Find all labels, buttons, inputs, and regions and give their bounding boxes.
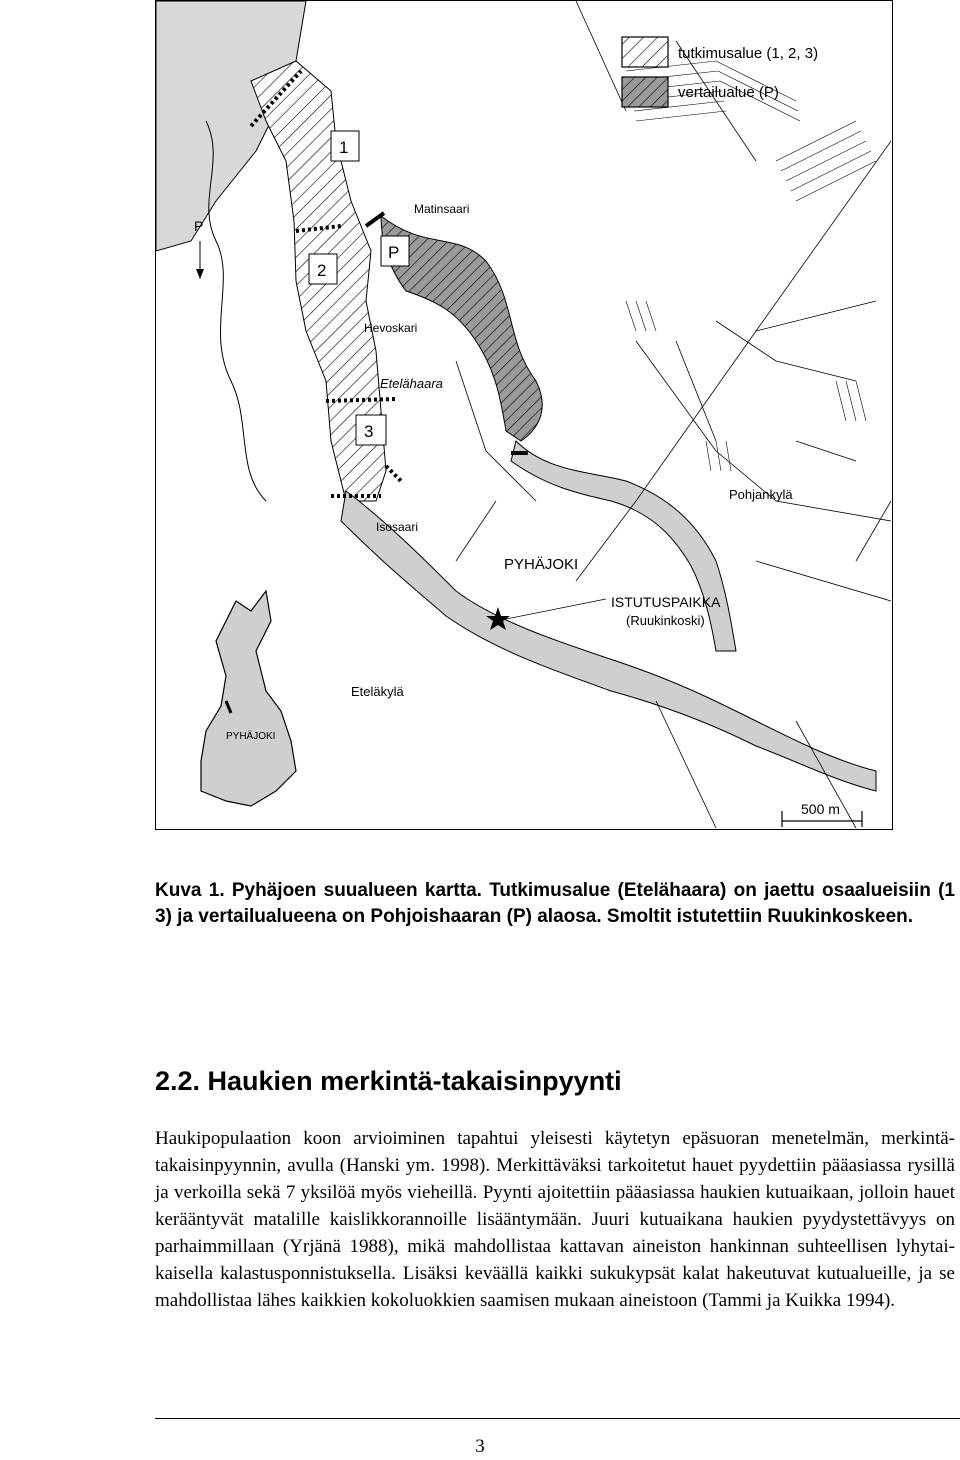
etelahaara-label: Etelähaara [380,376,443,391]
inset-pyhajoki-label: PYHÄJOKI [226,731,276,742]
area-p-label: P [388,243,400,262]
river-main [341,491,876,791]
area-1-label: 1 [339,138,349,157]
legend-study-swatch [622,37,668,67]
matinsaari-label: Matinsaari [414,202,470,216]
river-map [156,1,891,828]
etelakyla-label: Eteläkylä [351,684,404,699]
scale-label: 500 m [801,801,840,817]
isosaari-label: Isosaari [376,520,419,534]
page-number: 3 [475,1436,485,1457]
istutuspaikka-label: ISTUTUSPAIKKA [611,594,721,610]
legend-reference-label: vertailualue (P) [678,84,779,101]
north-label: P [194,218,204,234]
legend-study-label: tutkimusalue (1, 2, 3) [678,45,819,62]
body-paragraph: Haukipopulaation koon arvioiminen tapahtui yleisesti käytetyn epäsuoran menetelmän, merkintä-takaisinpyynnin, avulla (Hanski ym. 1998). Merkittäväksi tarkoitetut hauet pyydettiin pääasiassa rysillä ja verkoilla sekä 7 yksilöä myös vieheillä. Pyynti ajoitettiin pääasiassa haukien kutuaikaan, jolloin hauet kerääntyvät matalille kaislikkorannoille lisääntymään. Juuri kutuaikana haukien pyydystettävyys on parhaimmillaan (Yrjänä 1988), mikä mahdollistaa kattavan aineiston hankinnan suhteellisen lyhytaikaisella kalastusponnistuksella. Lisäksi keväällä kaikki sukukypsät kalat hakeutuvat kutualueille, ja se mahdollistaa lähes kaikkien kokoluokkien saamisen mukaan ainеistoon (Tammi ja Kuikka 1994). [155,1128,955,1311]
inset-finland [201,591,296,806]
section-heading: 2.2. Haukien merkintä-takaisinpyynti [155,1066,622,1096]
map-figure [155,0,893,830]
area-3-label: 3 [364,422,374,441]
field-strips [626,61,876,471]
ruukinkoski-label: (Ruukinkoski) [626,613,705,628]
footer-rule [155,1418,960,1419]
area-2-label: 2 [317,261,327,280]
pyhajoki-river-label: PYHÄJOKI [504,556,579,573]
legend-reference-swatch [622,77,668,107]
north-arrow [196,241,204,279]
figure-caption: Kuva 1. Pyhäjoen suualueen kartta. Tutkimusalue (Etelähaara) on jaettu osaalueisiin (1 3) ja vertailualueena on Pohjoishaaran (P) alaosa. Smoltit istutettiin Ruukinkoskeen. [155,880,955,927]
pohjankyla-label: Pohjankylä [729,487,793,502]
hevoskari-label: Hevoskari [364,321,418,335]
